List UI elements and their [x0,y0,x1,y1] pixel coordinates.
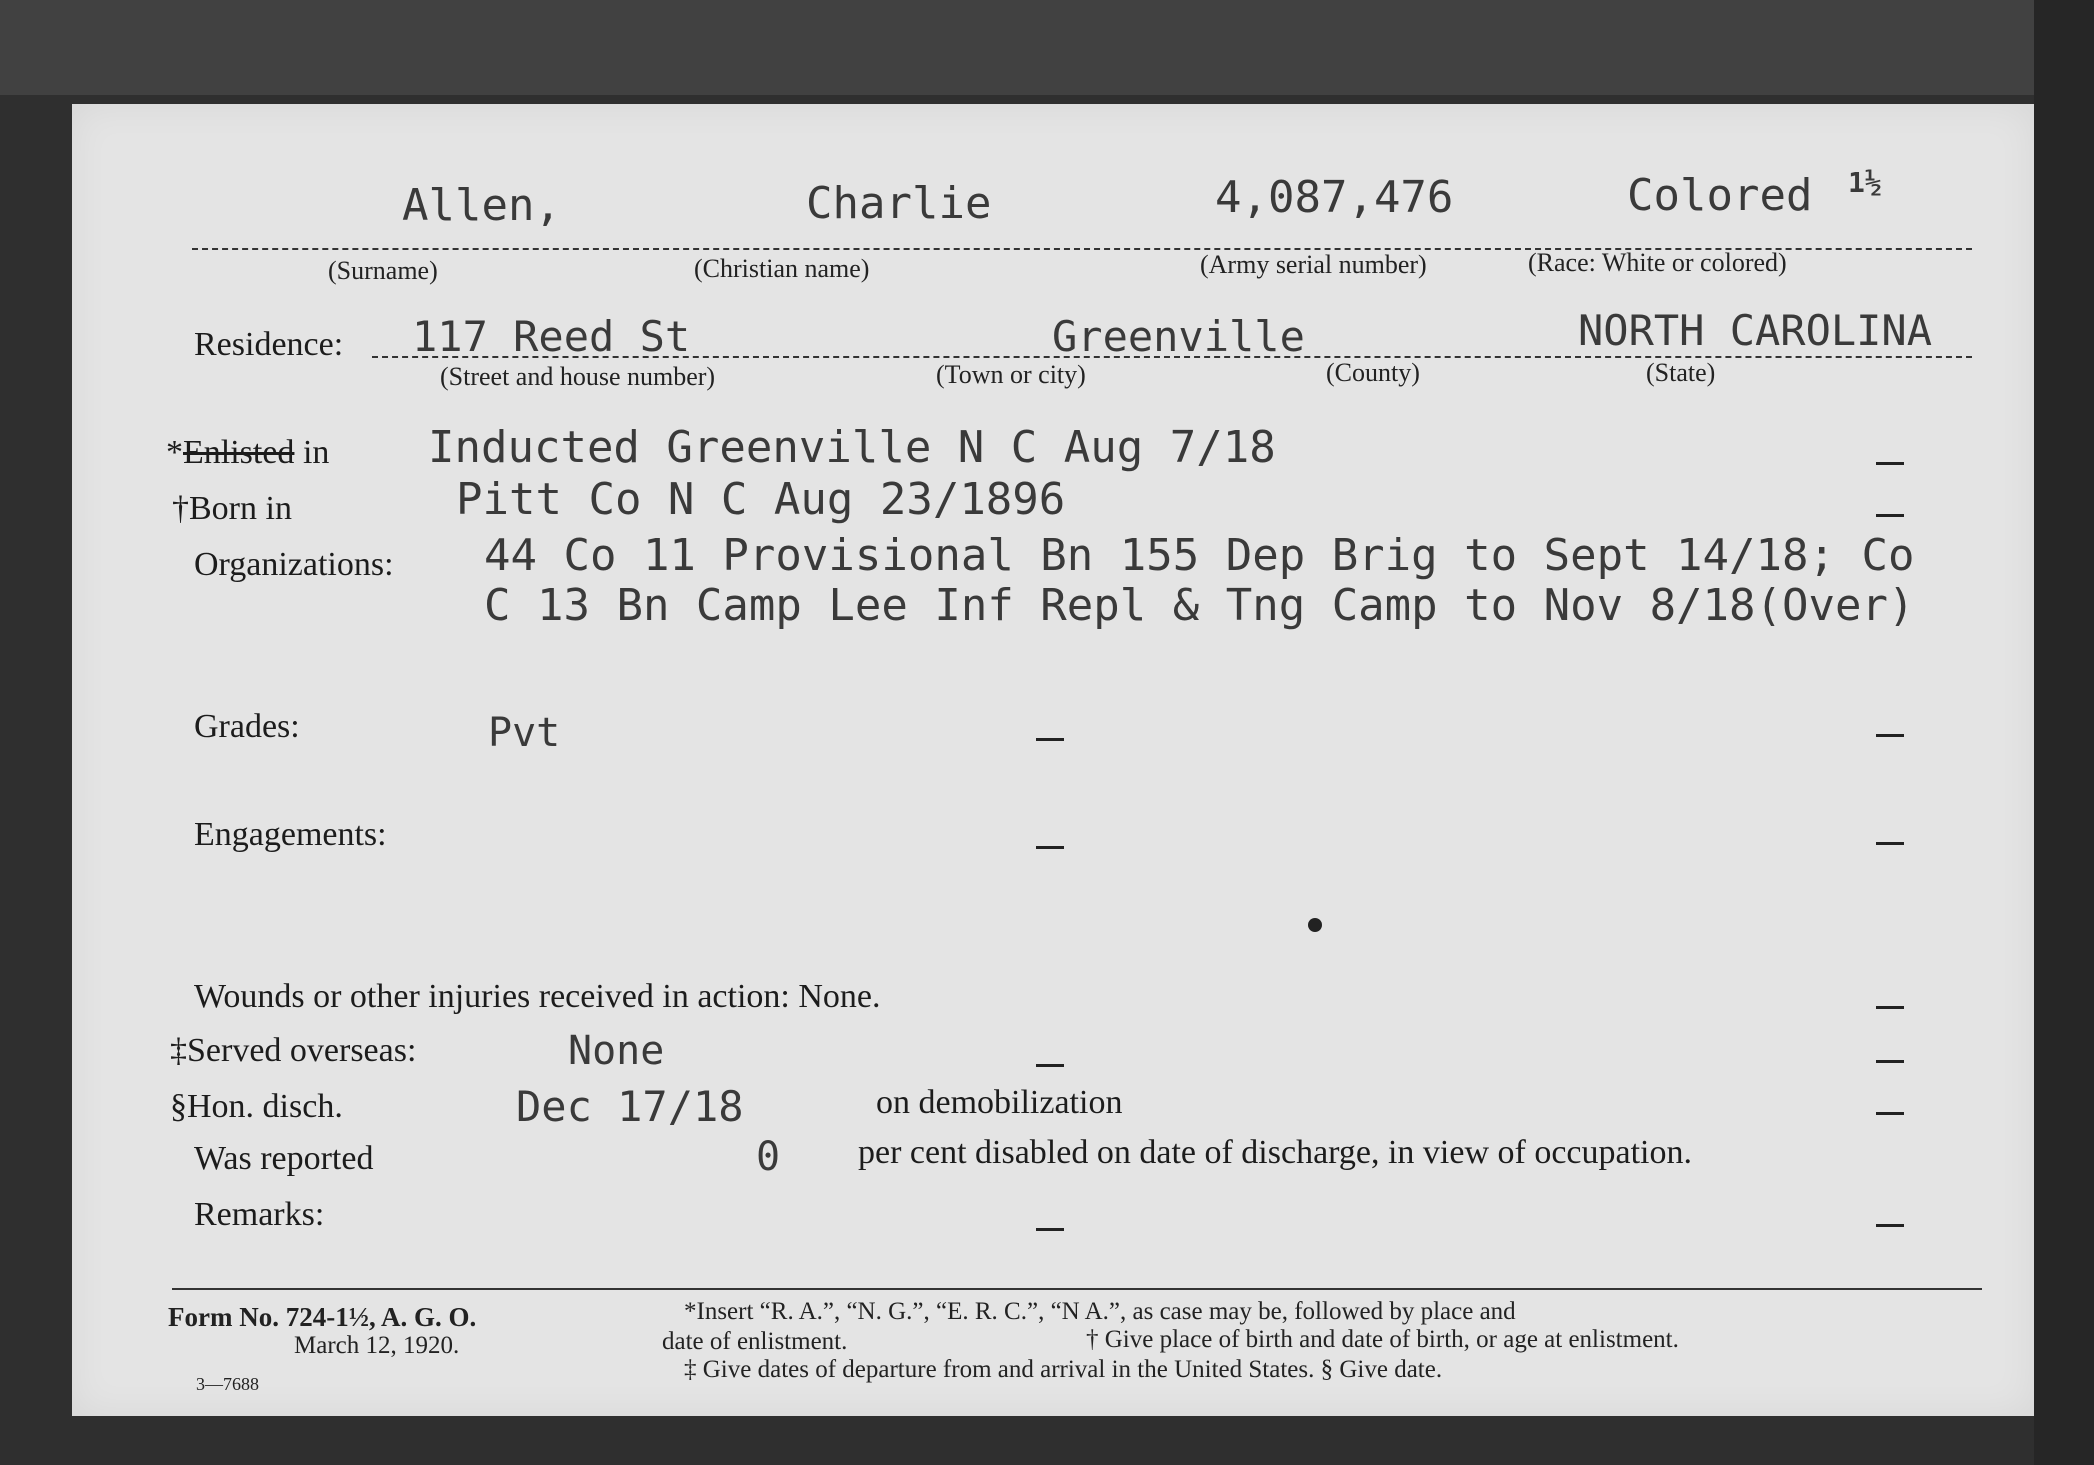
print-code: 3—7688 [196,1374,259,1394]
reported-note: per cent disabled on date of discharge, in view of occupation. [858,1134,1692,1171]
residence-rule [372,356,1972,358]
overseas-dash [1876,1060,1904,1063]
engagements-label: Engagements: [194,816,387,853]
footer-rule [172,1288,1982,1290]
state-caption: (State) [1646,358,1716,387]
discharge-value: Dec 17/18 [516,1082,744,1131]
organizations-line-1: 44 Co 11 Provisional Bn 155 Dep Brig to Sept 14/18; Co [484,530,1915,581]
organizations-line-2: C 13 Bn Camp Lee Inf Repl & Tng Camp to Nov 8/18(Over) [484,580,1915,631]
serial-number-value: 4,087,476 [1215,172,1454,223]
born-label-text: Born in [189,490,292,527]
wounds-label [194,978,881,1016]
christian-name-value: Charlie [806,178,992,229]
born-dash [1876,514,1904,517]
reported-label: Was reported [194,1140,374,1177]
state-value: NORTH CAROLINA [1578,306,1933,355]
race-value: Colored [1627,170,1813,221]
town-value: Greenville [1052,312,1305,361]
discharge-label-text: Hon. disch. [187,1088,343,1125]
form-date: March 12, 1920. [294,1332,460,1359]
surname-caption: (Surname) [328,256,438,285]
street-caption: (Street and house number) [440,362,716,391]
corner-mark: 1½ [1848,166,1882,199]
overseas-value: None [568,1028,665,1074]
residence-label: Residence: [194,326,344,363]
organizations-label: Organizations: [194,546,394,583]
serial-number-caption: (Army serial number) [1200,250,1427,279]
form-number: Form No. 724-1½, A. G. O. [168,1302,477,1332]
discharge-dash [1876,1112,1904,1115]
discharge-label [170,1088,343,1126]
remarks-middle-dash [1036,1228,1064,1231]
enlisted-in-word: in [302,434,330,471]
wounds-value: None. [798,978,881,1015]
street-value: 117 Reed St [412,312,691,361]
footnote-insert: *Insert “R. A.”, “N. G.”, “E. R. C.”, “N A.”, as case may be, followed by place and [684,1298,1516,1325]
christian-name-caption: (Christian name) [694,254,870,283]
remarks-dash [1876,1224,1904,1227]
enlisted-dash [1876,462,1904,465]
enlisted-label [166,434,329,472]
reported-value: 0 [756,1134,781,1180]
overseas-label-text: Served overseas: [187,1032,417,1069]
county-caption: (County) [1326,358,1420,387]
footnote-overseas: ‡ Give dates of departure from and arrival in the United States. § Give date. [684,1356,1443,1383]
overseas-middle-dash [1036,1064,1064,1067]
discharge-note: on demobilization [876,1084,1123,1121]
scan-background-right [2034,0,2094,1465]
footnote-enlistment: date of enlistment. [662,1328,848,1355]
grades-value: Pvt [488,710,561,756]
race-caption: (Race: White or colored) [1528,248,1787,277]
enlisted-mark: * [166,434,183,471]
born-value: Pitt Co N C Aug 23/1896 [456,474,1066,525]
grades-middle-dash [1036,738,1064,741]
remarks-label: Remarks: [194,1196,325,1233]
wounds-label-text: Wounds or other injuries received in action: [194,978,790,1015]
born-label [172,490,292,528]
wounds-dash [1876,1006,1904,1009]
footnote-birth: † Give place of birth and date of birth, or age at enlistment. [1086,1326,1679,1353]
town-caption: (Town or city) [936,360,1086,389]
overseas-mark: ‡ [170,1032,187,1069]
surname-value: Allen, [402,180,561,231]
service-record-card [72,104,2034,1416]
discharge-mark: § [170,1088,187,1125]
ink-spot [1308,918,1322,932]
enlisted-value: Inducted Greenville N C Aug 7/18 [428,422,1276,473]
engagements-middle-dash [1036,846,1064,849]
enlisted-struck-word: Enlisted [183,434,295,471]
grades-dash [1876,734,1904,737]
scan-background-top [0,0,2094,95]
engagements-dash [1876,842,1904,845]
overseas-label [170,1032,416,1070]
grades-label: Grades: [194,708,300,745]
born-mark: † [172,490,189,527]
